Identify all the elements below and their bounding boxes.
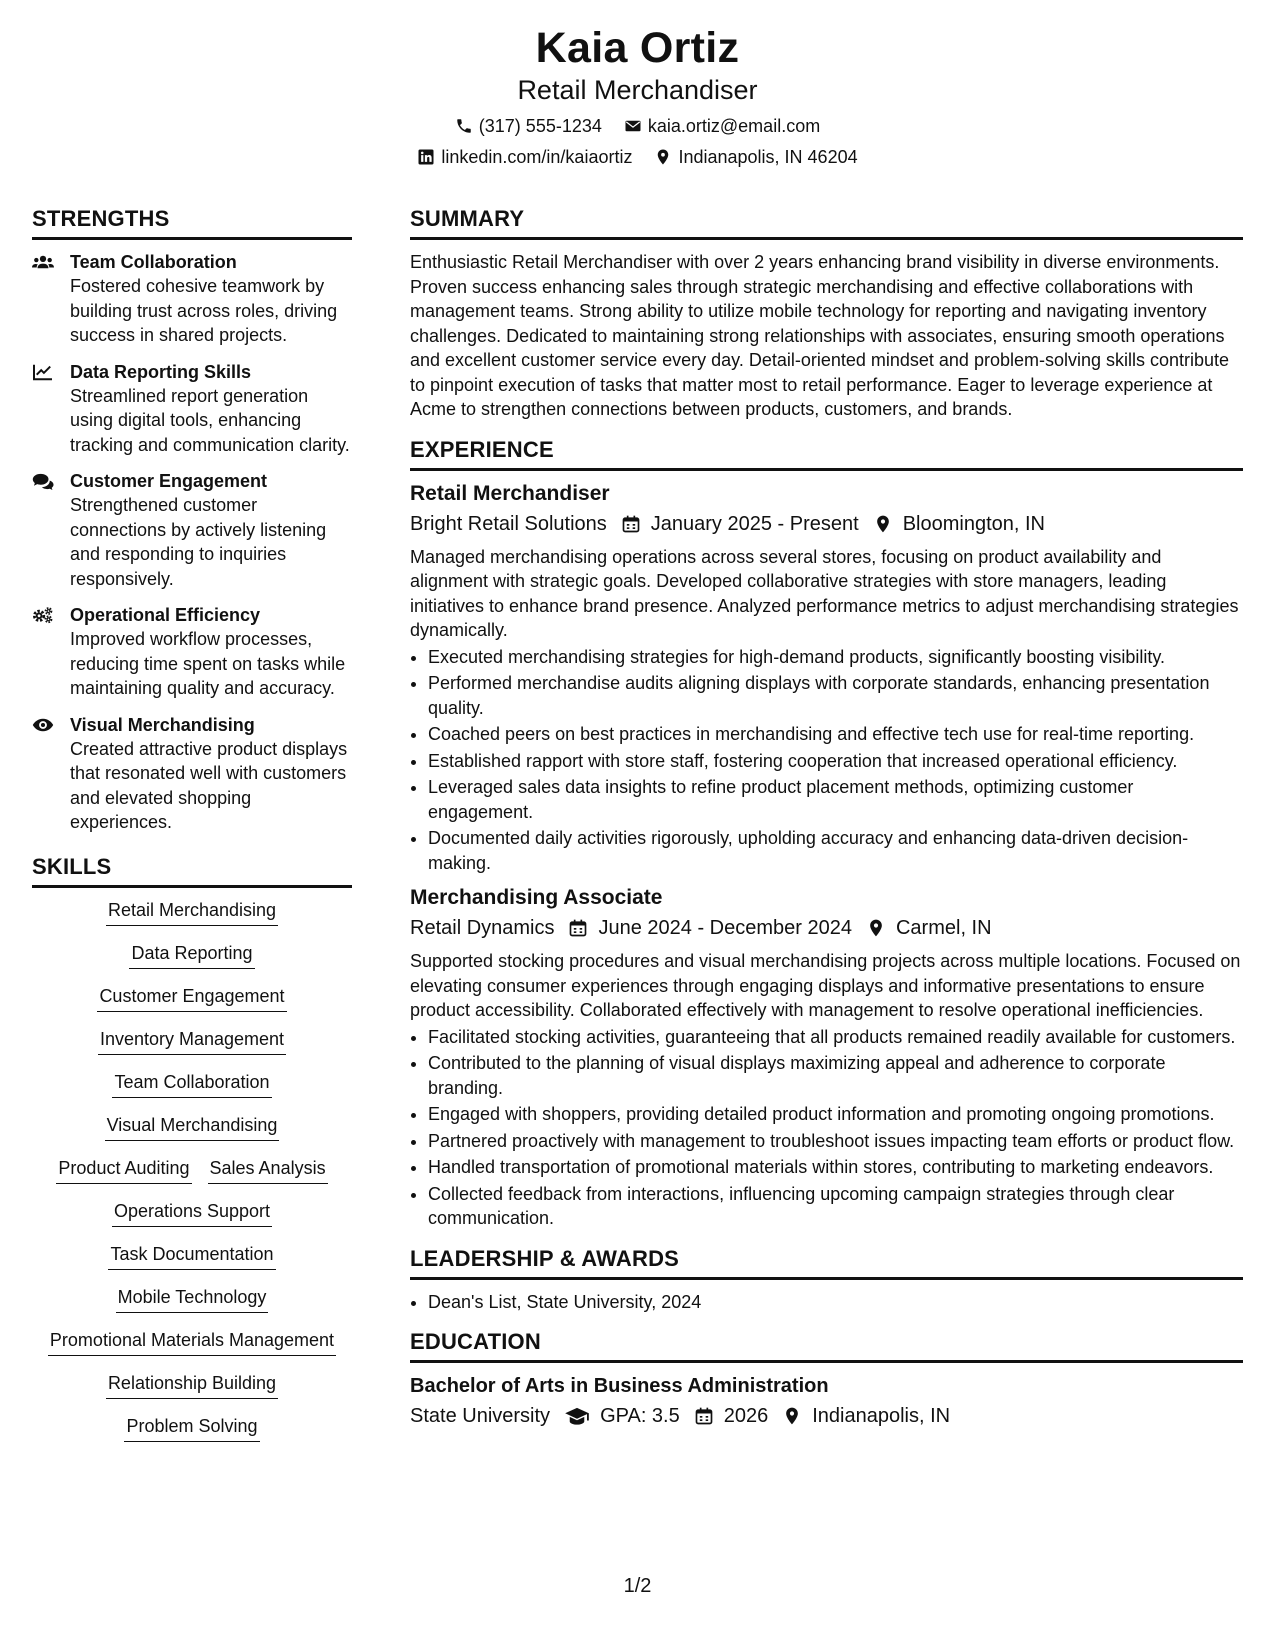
strength-desc: Strengthened customer connections by actively listening and responding to inquiries responsively.: [70, 495, 327, 589]
strength-desc: Improved workflow processes, reducing time spent on tasks while maintaining quality and accuracy.: [70, 629, 346, 698]
calendar-icon: [694, 1406, 714, 1426]
job-title: Retail Merchandiser: [410, 481, 610, 505]
candidate-name: Kaia Ortiz: [535, 24, 740, 72]
skill-tag: Visual Merchandising: [105, 1113, 280, 1141]
skill-tag: Mobile Technology: [116, 1285, 269, 1313]
left-column: [32, 205, 352, 1457]
phone-text: (317) 555-1234: [478, 116, 602, 136]
summary-text: Enthusiastic Retail Merchandiser with over 2 years enhancing brand visibility in diverse environments. Proven success enhancing sales through strategic merchandising and effective collaborations with management teams. Strong ability to utilize mobile technology for reporting and navigating inventory challenges. Dedicated to maintaining strong relationships with associates, ensuring smooth operations and excellent customer service every day. Detail-oriented mindset and problem-solving skills contribute to pinpoint execution of tasks that matter most to retail performance. Eager to leverage experience at Acme to strengthen connections between products, customers, and brands.: [410, 252, 1230, 419]
strength-desc: Fostered cohesive teamwork by building trust across roles, driving success in shared projects.: [70, 276, 338, 345]
list-item: • Facilitated stocking activities, guaranteeing that all products remained readily available for customers.: [428, 1025, 1243, 1050]
experience-heading: EXPERIENCE: [410, 436, 1243, 471]
linkedin-contact[interactable]: [417, 145, 632, 169]
location-text: Indianapolis, IN 46204: [678, 147, 858, 167]
skill-tag: Team Collaboration: [112, 1070, 271, 1098]
chart-line-icon: [32, 363, 54, 381]
job-description: Supported stocking procedures and visual merchandising projects across multiple locations. Focused on elevating consumer experiences through engaging displays and informative presentations to ensure product accessibility. Collaborated effectively with management to resolve operational inefficiencies.: [410, 951, 1241, 1020]
strength-item: [32, 360, 352, 458]
eye-icon: [32, 716, 54, 734]
map-pin-icon: [782, 1406, 802, 1426]
list-item: • Contributed to the planning of visual displays maximizing appeal and adherence to corporate branding.: [428, 1051, 1243, 1100]
list-item: • Handled transportation of promotional materials within stores, contributing to marketing endeavors.: [428, 1155, 1243, 1180]
contact-row-1: [0, 114, 1275, 138]
phone-icon: [455, 117, 473, 135]
map-pin-icon: [866, 918, 886, 938]
education-location: Indianapolis, IN: [812, 1405, 951, 1427]
graduation-year: 2026: [723, 1405, 769, 1427]
job-dates: January 2025 - Present: [650, 512, 859, 535]
list-item: • Collected feedback from interactions, influencing upcoming campaign strategies through clear communication.: [428, 1182, 1243, 1231]
strength-name: Visual Merchandising: [70, 714, 255, 735]
skill-tag: Customer Engagement: [97, 984, 286, 1012]
list-item: • Engaged with shoppers, providing detailed product information and promoting ongoing promotions.: [428, 1102, 1243, 1127]
strength-item: [32, 469, 352, 591]
strength-name: Data Reporting Skills: [70, 361, 252, 382]
skill-tag: Problem Solving: [124, 1414, 259, 1442]
comments-icon: [32, 472, 54, 490]
list-item: • Performed merchandise audits aligning displays with corporate standards, enhancing presentation quality.: [428, 671, 1243, 720]
strengths-list: [32, 250, 352, 835]
leadership-list: [410, 1290, 1243, 1315]
job-dates: June 2024 - December 2024: [598, 917, 852, 939]
strength-item: [32, 713, 352, 835]
degree-title: Bachelor of Arts in Business Administration: [410, 1375, 829, 1397]
skill-tag: Data Reporting: [129, 941, 254, 969]
job-bullets: [410, 645, 1243, 876]
school-name: State University: [410, 1405, 551, 1427]
education-meta: [410, 1401, 1243, 1431]
skill-tag: Task Documentation: [108, 1242, 275, 1270]
job-meta: [410, 509, 1243, 539]
linkedin-text[interactable]: linkedin.com/in/kaiaortiz: [441, 147, 633, 167]
job-entry: [410, 885, 1243, 1231]
skills-list: [32, 898, 352, 1442]
job-description: Managed merchandising operations across several stores, focusing on product availability and alignment with strategic goals. Developed collaborative strategies with store managers, leading initiatives to enhance brand presence. Analyzed performance metrics to adjust merchandising strategies dynamically.: [410, 546, 1239, 640]
calendar-icon: [568, 918, 588, 938]
gpa-text: GPA: 3.5: [600, 1405, 680, 1427]
skill-tag: Promotional Materials Management: [48, 1328, 336, 1356]
users-icon: [32, 253, 54, 271]
skill-tag: Relationship Building: [106, 1371, 278, 1399]
list-item: • Partnered proactively with management to troubleshoot issues impacting team efforts or product flow.: [428, 1129, 1243, 1154]
strengths-heading: STRENGTHS: [32, 205, 352, 240]
summary-heading: SUMMARY: [410, 205, 1243, 240]
skill-tag: Product Auditing: [56, 1156, 191, 1184]
skill-tag: Retail Merchandising: [106, 898, 278, 926]
job-location: Carmel, IN: [895, 917, 992, 939]
gears-icon: [32, 606, 54, 624]
envelope-icon: [624, 117, 642, 135]
strength-name: Customer Engagement: [70, 471, 268, 491]
email-text[interactable]: kaia.ortiz@email.com: [647, 116, 821, 136]
job-entry: [410, 481, 1243, 876]
list-item: • Leveraged sales data insights to refine product placement methods, optimizing customer engagement.: [428, 775, 1243, 824]
resume-header: [0, 22, 1275, 169]
strength-desc: Streamlined report generation using digital tools, enhancing tracking and communication clarity.: [70, 385, 350, 455]
skill-tag: Inventory Management: [98, 1027, 286, 1055]
right-column: [410, 205, 1243, 1437]
skill-tag: Sales Analysis: [208, 1156, 328, 1184]
strength-item: [32, 250, 352, 348]
education-heading: EDUCATION: [410, 1328, 1243, 1363]
location-contact: [654, 145, 857, 169]
company-name: Retail Dynamics: [410, 917, 555, 939]
candidate-title: Retail Merchandiser: [517, 75, 758, 105]
skill-tag: Operations Support: [112, 1199, 272, 1227]
strength-desc: Created attractive product displays that resonated well with customers and elevated shopping experiences.: [70, 738, 348, 832]
list-item: • Executed merchandising strategies for high-demand products, significantly boosting visibility.: [428, 645, 1243, 670]
calendar-icon: [621, 514, 641, 534]
page-number: 1/2: [623, 1575, 652, 1597]
graduation-cap-icon: [564, 1406, 590, 1426]
job-location: Bloomington, IN: [902, 512, 1045, 535]
skills-heading: SKILLS: [32, 853, 352, 888]
leadership-heading: LEADERSHIP & AWARDS: [410, 1245, 1243, 1280]
email-contact[interactable]: [624, 114, 820, 138]
map-pin-icon: [873, 514, 893, 534]
job-title: Merchandising Associate: [410, 886, 663, 909]
linkedin-icon: [417, 148, 435, 166]
list-item: • Dean's List, State University, 2024: [428, 1290, 1243, 1315]
phone-contact: [455, 114, 602, 138]
list-item: • Documented daily activities rigorously, upholding accuracy and enhancing data-driven decision-making.: [428, 826, 1243, 875]
map-pin-icon: [654, 148, 672, 166]
job-meta: [410, 913, 1243, 943]
contact-row-2: [0, 145, 1275, 169]
strength-name: Operational Efficiency: [70, 605, 261, 625]
job-bullets: [410, 1025, 1243, 1231]
company-name: Bright Retail Solutions: [410, 512, 607, 535]
list-item: • Coached peers on best practices in merchandising and effective tech use for real-time reporting.: [428, 722, 1243, 747]
strength-item: [32, 603, 352, 701]
list-item: • Established rapport with store staff, fostering cooperation that increased operational efficiency.: [428, 749, 1243, 774]
strength-name: Team Collaboration: [70, 252, 237, 272]
